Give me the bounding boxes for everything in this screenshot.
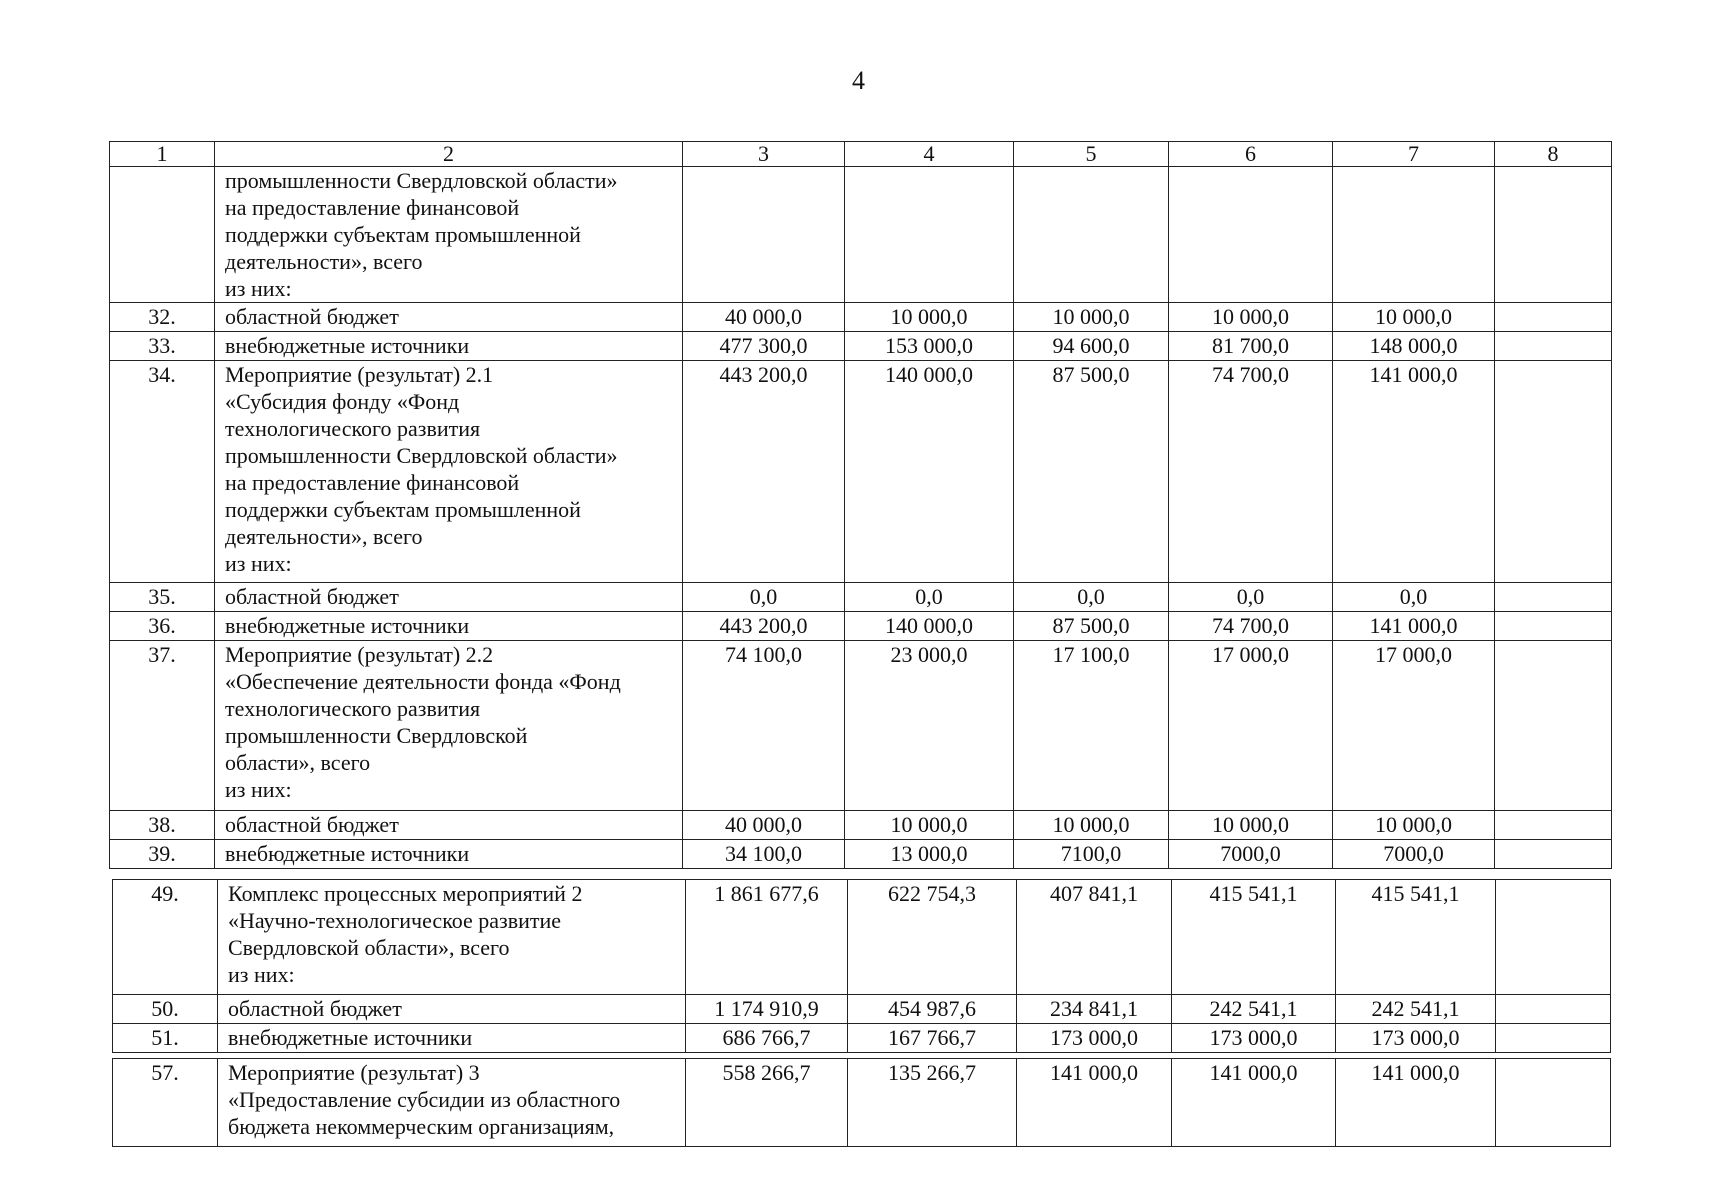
value-col4: 622 754,3 (848, 880, 1017, 995)
column-header: 8 (1495, 142, 1612, 167)
value-col7: 415 541,1 (1336, 880, 1496, 995)
value-col3: 1 174 910,9 (686, 995, 848, 1024)
row-number: 35. (110, 583, 215, 612)
page-number: 4 (852, 66, 865, 95)
value-col6: 10 000,0 (1169, 303, 1333, 332)
row-name: областной бюджет (215, 303, 683, 332)
row-number: 33. (110, 332, 215, 361)
row-name: областной бюджет (218, 995, 686, 1024)
value-col5: 94 600,0 (1014, 332, 1169, 361)
value-col3: 40 000,0 (683, 811, 845, 840)
row-name: внебюджетные источники (215, 332, 683, 361)
value-col6: 7000,0 (1169, 840, 1333, 869)
value-col5: 0,0 (1014, 583, 1169, 612)
value-col3: 477 300,0 (683, 332, 845, 361)
row-name: промышленности Свердловской области» на предоставление финансовой поддержки субъектам промышленной деятельности», всего из них: (215, 167, 683, 303)
table-row (110, 583, 1612, 612)
value-col3: 686 766,7 (686, 1024, 848, 1053)
value-col3: 443 200,0 (683, 612, 845, 641)
row-name: внебюджетные источники (215, 840, 683, 869)
row-name: внебюджетные источники (215, 612, 683, 641)
table-row (113, 995, 1611, 1024)
row-number: 50. (113, 995, 218, 1024)
value-col4: 167 766,7 (848, 1024, 1017, 1053)
value-col7: 141 000,0 (1336, 1059, 1496, 1147)
table-row (110, 332, 1612, 361)
value-col6: 81 700,0 (1169, 332, 1333, 361)
value-col3: 558 266,7 (686, 1059, 848, 1147)
row-number: 37. (110, 641, 215, 811)
table-row (110, 641, 1612, 811)
value-col6: 242 541,1 (1172, 995, 1336, 1024)
column-header: 4 (845, 142, 1014, 167)
row-number: 57. (113, 1059, 218, 1147)
budget-table-subsidy (112, 1058, 1611, 1147)
row-name: Мероприятие (результат) 3 «Предоставление субсидии из областного бюджета некоммерческим организациям, (218, 1059, 686, 1147)
row-name: Мероприятие (результат) 2.2 «Обеспечение деятельности фонда «Фонд технологического развития промышленности Свердловской области», всего из них: (215, 641, 683, 811)
value-col8 (1495, 583, 1612, 612)
table-row (110, 303, 1612, 332)
value-col4: 140 000,0 (845, 612, 1014, 641)
value-col8 (1495, 811, 1612, 840)
value-col5: 10 000,0 (1014, 811, 1169, 840)
table-row (110, 811, 1612, 840)
row-number: 39. (110, 840, 215, 869)
value-col6: 10 000,0 (1169, 811, 1333, 840)
row-name: областной бюджет (215, 583, 683, 612)
value-col5: 173 000,0 (1017, 1024, 1172, 1053)
value-col3: 40 000,0 (683, 303, 845, 332)
value-col7: 0,0 (1333, 583, 1495, 612)
row-number: 49. (113, 880, 218, 995)
row-name: внебюджетные источники (218, 1024, 686, 1053)
value-col6: 0,0 (1169, 583, 1333, 612)
value-col5: 10 000,0 (1014, 303, 1169, 332)
row-name: Мероприятие (результат) 2.1 «Субсидия фонду «Фонд технологического развития промышленности Свердловской области» на предоставление финансовой поддержки субъектам промышленной деятельности», всего из них: (215, 361, 683, 583)
column-header: 2 (215, 142, 683, 167)
value-col4: 0,0 (845, 583, 1014, 612)
value-col7: 17 000,0 (1333, 641, 1495, 811)
value-col7: 141 000,0 (1333, 612, 1495, 641)
value-col7: 141 000,0 (1333, 361, 1495, 583)
value-col8 (1495, 303, 1612, 332)
budget-table-main (109, 141, 1612, 869)
column-header: 3 (683, 142, 845, 167)
value-col3: 74 100,0 (683, 641, 845, 811)
value-col4: 454 987,6 (848, 995, 1017, 1024)
row-number: 38. (110, 811, 215, 840)
table-row (110, 361, 1612, 583)
value-col3 (683, 167, 845, 303)
value-col5: 17 100,0 (1014, 641, 1169, 811)
value-col7 (1333, 167, 1495, 303)
row-number: 51. (113, 1024, 218, 1053)
value-col8 (1495, 361, 1612, 583)
value-col5: 7100,0 (1014, 840, 1169, 869)
value-col4: 13 000,0 (845, 840, 1014, 869)
value-col8 (1496, 995, 1611, 1024)
value-col6: 74 700,0 (1169, 612, 1333, 641)
row-number: 34. (110, 361, 215, 583)
row-number: 32. (110, 303, 215, 332)
table-row (110, 612, 1612, 641)
value-col4: 135 266,7 (848, 1059, 1017, 1147)
value-col8 (1495, 332, 1612, 361)
value-col7: 10 000,0 (1333, 811, 1495, 840)
value-col4: 140 000,0 (845, 361, 1014, 583)
row-number (110, 167, 215, 303)
value-col6 (1169, 167, 1333, 303)
value-col8 (1496, 880, 1611, 995)
column-header: 1 (110, 142, 215, 167)
value-col8 (1495, 612, 1612, 641)
value-col7: 148 000,0 (1333, 332, 1495, 361)
value-col6: 141 000,0 (1172, 1059, 1336, 1147)
column-header: 6 (1169, 142, 1333, 167)
table-row (113, 1059, 1611, 1147)
value-col3: 443 200,0 (683, 361, 845, 583)
row-name: Комплекс процессных мероприятий 2 «Научно-технологическое развитие Свердловской области», всего из них: (218, 880, 686, 995)
value-col5 (1014, 167, 1169, 303)
table-row (113, 1024, 1611, 1053)
value-col7: 173 000,0 (1336, 1024, 1496, 1053)
value-col5: 407 841,1 (1017, 880, 1172, 995)
value-col8 (1496, 1059, 1611, 1147)
value-col8 (1495, 167, 1612, 303)
value-col4: 23 000,0 (845, 641, 1014, 811)
column-header: 5 (1014, 142, 1169, 167)
value-col4: 153 000,0 (845, 332, 1014, 361)
value-col6: 74 700,0 (1169, 361, 1333, 583)
value-col5: 234 841,1 (1017, 995, 1172, 1024)
value-col6: 415 541,1 (1172, 880, 1336, 995)
value-col8 (1495, 840, 1612, 869)
value-col7: 242 541,1 (1336, 995, 1496, 1024)
value-col7: 10 000,0 (1333, 303, 1495, 332)
value-col7: 7000,0 (1333, 840, 1495, 869)
table-row (110, 167, 1612, 303)
column-header: 7 (1333, 142, 1495, 167)
value-col5: 87 500,0 (1014, 612, 1169, 641)
value-col3: 34 100,0 (683, 840, 845, 869)
value-col5: 87 500,0 (1014, 361, 1169, 583)
table-row (110, 840, 1612, 869)
row-number: 36. (110, 612, 215, 641)
column-number-header-row (110, 142, 1612, 167)
budget-table-complex (112, 879, 1611, 1053)
value-col8 (1496, 1024, 1611, 1053)
value-col6: 17 000,0 (1169, 641, 1333, 811)
value-col3: 1 861 677,6 (686, 880, 848, 995)
value-col4: 10 000,0 (845, 303, 1014, 332)
value-col8 (1495, 641, 1612, 811)
value-col5: 141 000,0 (1017, 1059, 1172, 1147)
value-col4: 10 000,0 (845, 811, 1014, 840)
row-name: областной бюджет (215, 811, 683, 840)
value-col4 (845, 167, 1014, 303)
value-col6: 173 000,0 (1172, 1024, 1336, 1053)
table-row (113, 880, 1611, 995)
value-col3: 0,0 (683, 583, 845, 612)
